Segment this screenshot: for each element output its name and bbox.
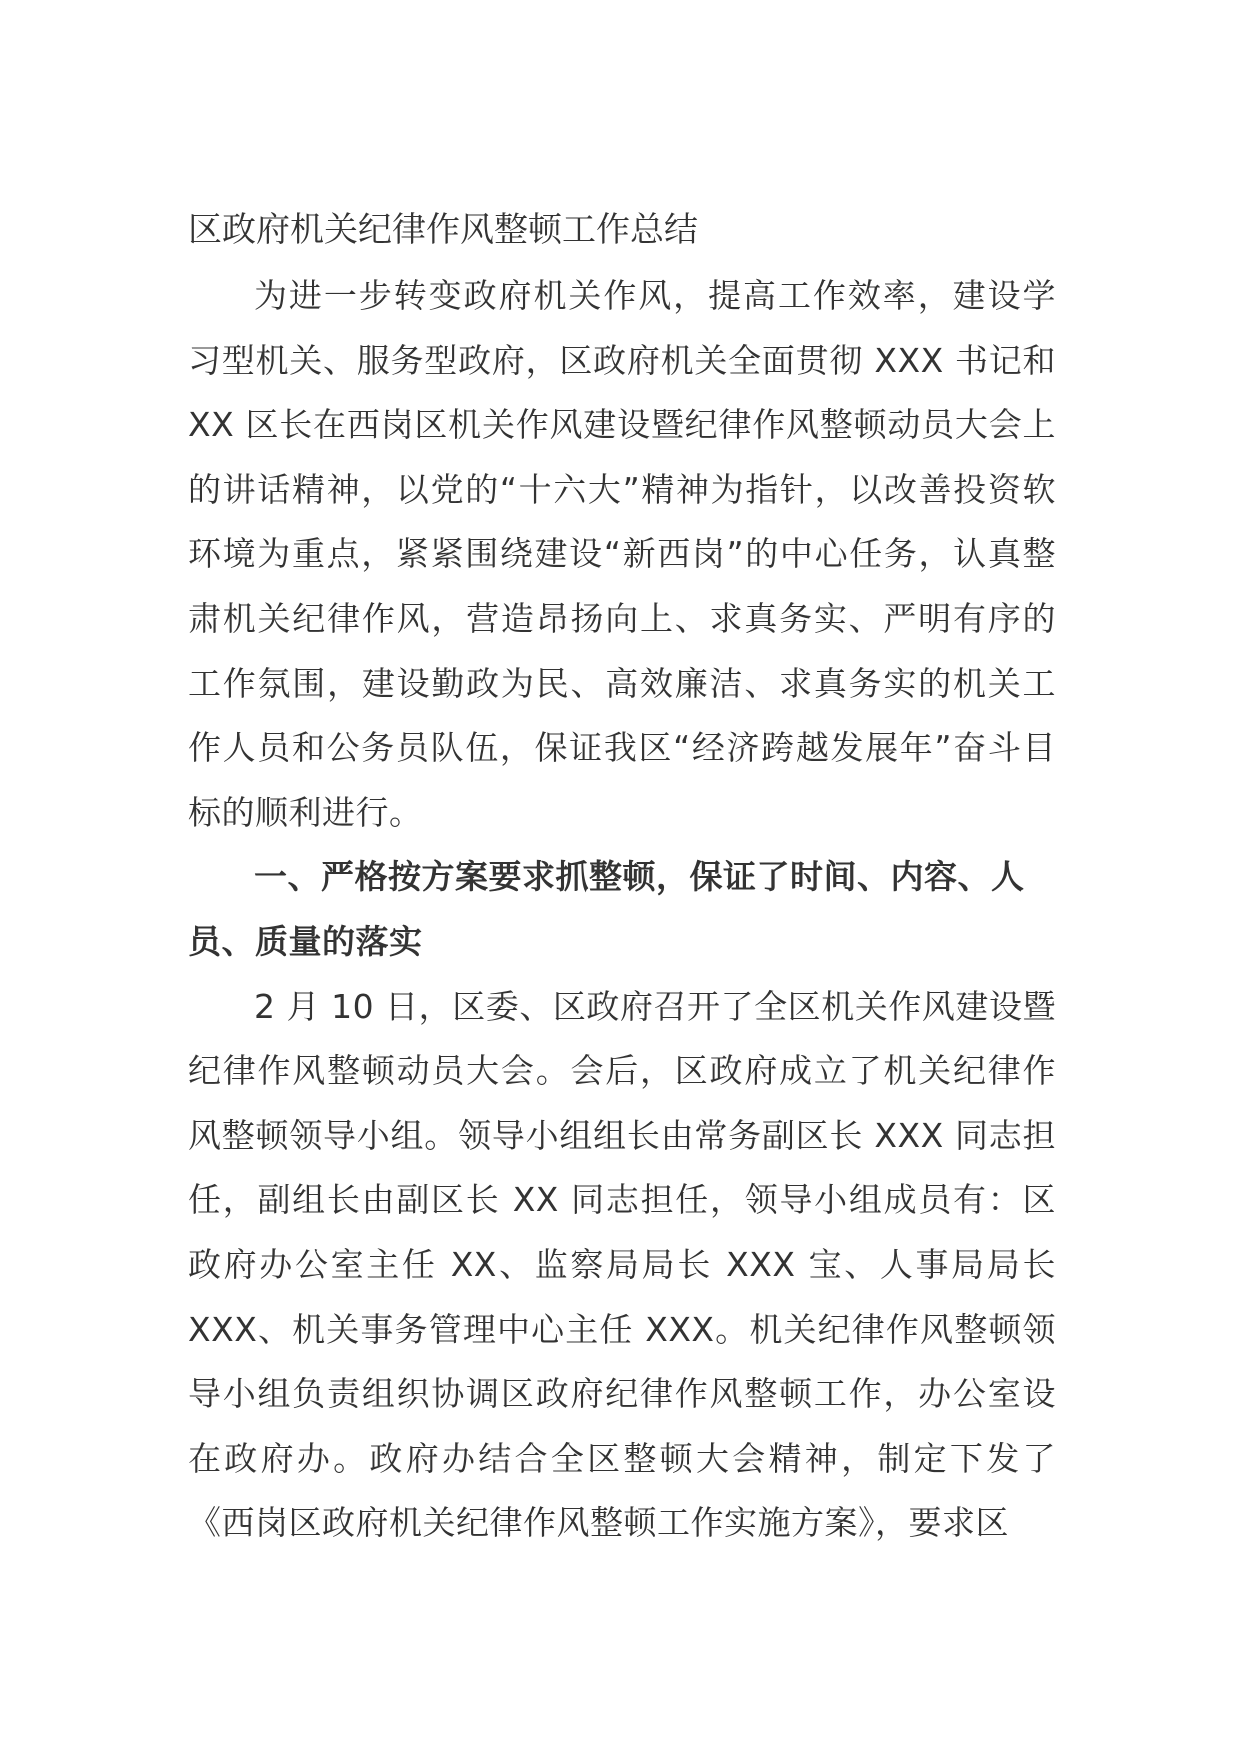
body-paragraph: 为进一步转变政府机关作风，提高工作效率，建设学习型机关、服务型政府，区政府机关全面贯彻 XXX 书记和 XX 区长在西岗区机关作风建设暨纪律作风整顿动员大会上的讲话精神，以党的“十六大”精神为指针，以改善投资软环境为重点，紧紧围绕建设“新西岗”的中心任务，认真整肃机关纪律作风，营造昂扬向上、求真务实、严明有序的工作氛围，建设勤政为民、高效廉洁、求真务实的机关工作人员和公务员队伍，保证我区“经济跨越发展年”奋斗目标的顺利进行。	[188, 276, 1056, 832]
section-heading: 一、严格按方案要求抓整顿，保证了时间、内容、人员、质量的落实	[188, 857, 1025, 961]
body-paragraph: 2 月 10 日，区委、区政府召开了全区机关作风建设暨纪律作风整顿动员大会。会后，区政府成立了机关纪律作风整顿领导小组。领导小组组长由常务副区长 XXX 同志担任，副组长由副区长 XX 同志担任，领导小组成员有：区政府办公室主任 XX、监察局局长 XXX 宝、人事局局长 XXX、机关事务管理中心主任 XXX。机关纪律作风整顿领导小组负责组织协调区政府纪律作风整顿工作，办公室设在政府办。政府办结合全区整顿大会精神，制定下发了《西岗区政府机关纪律作风整顿工作实施方案》，要求区	[188, 986, 1056, 1543]
document-body	[188, 198, 1056, 1556]
document-title: 区政府机关纪律作风整顿工作总结	[188, 210, 698, 250]
